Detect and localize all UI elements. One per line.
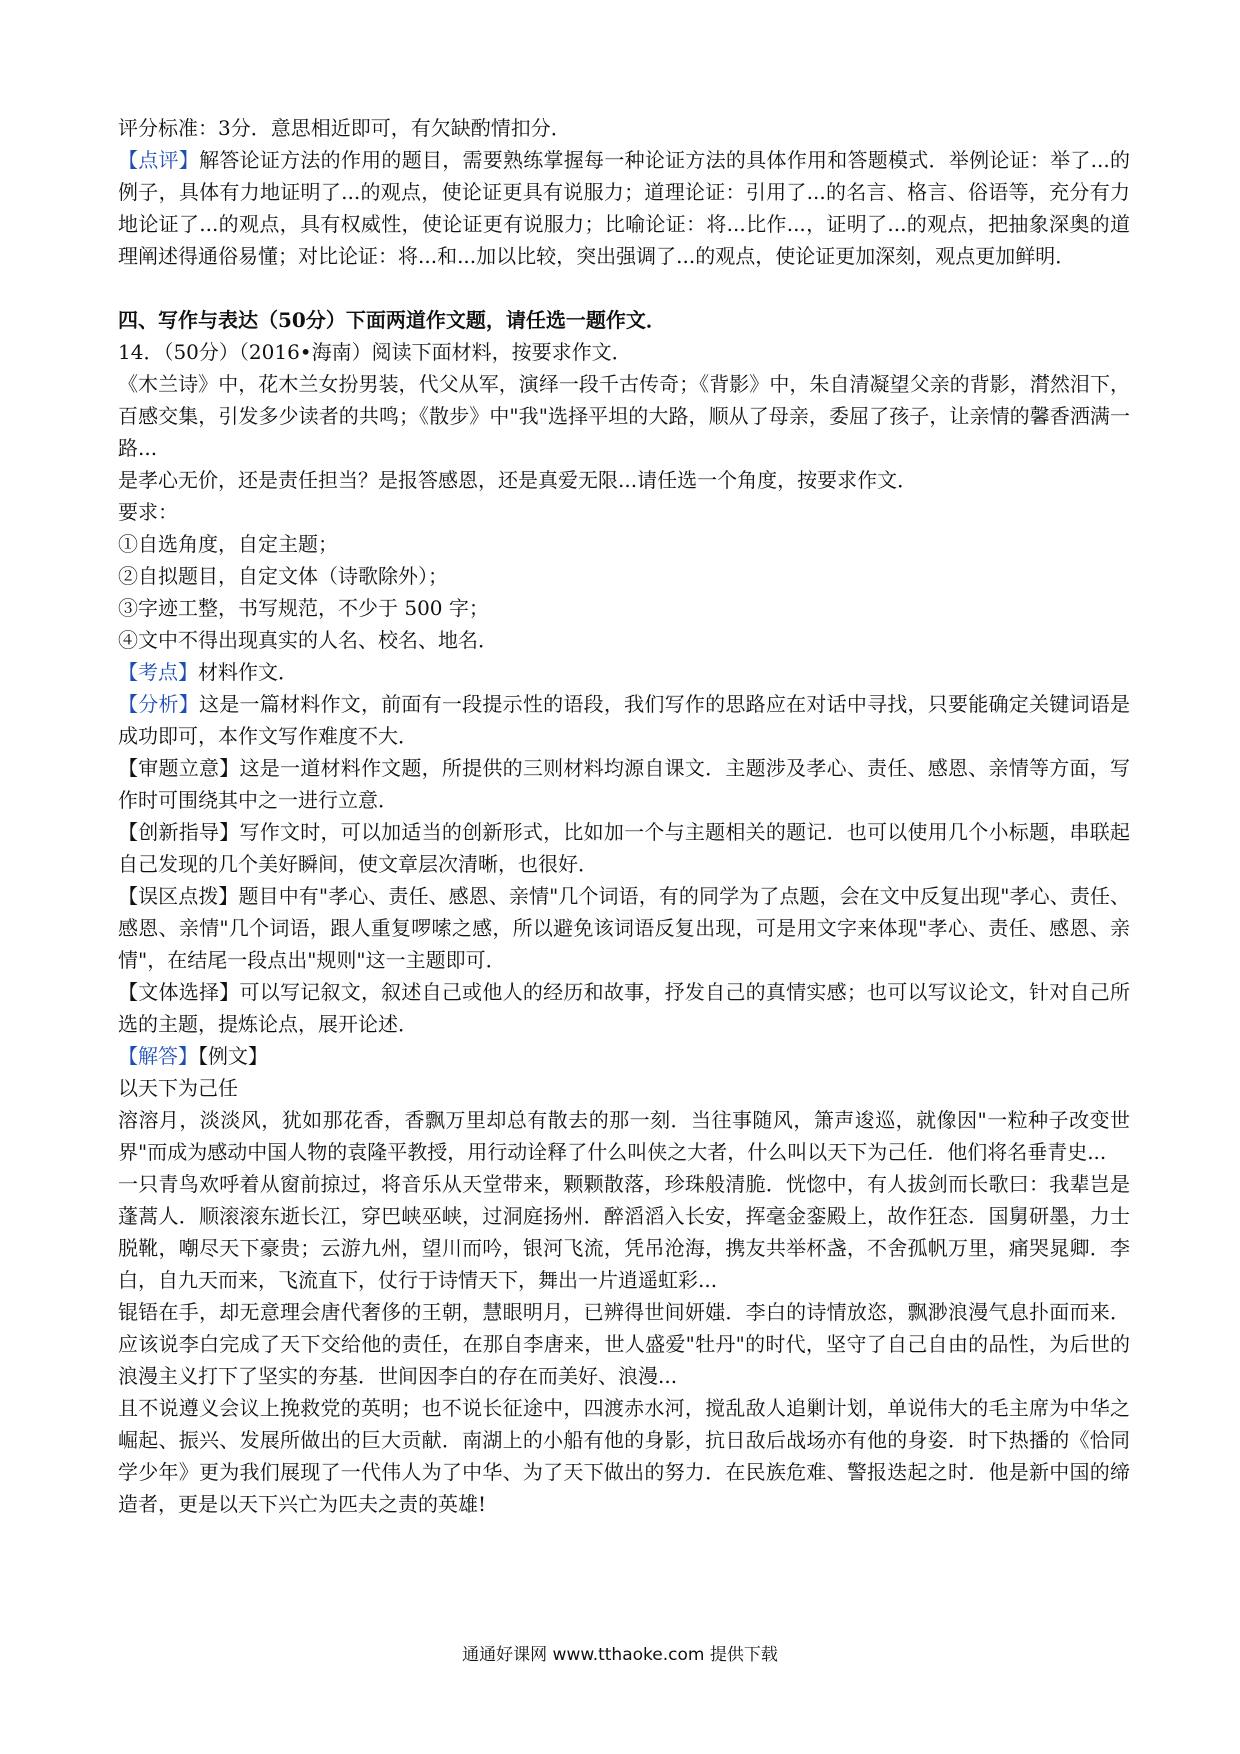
essay-paragraph: 且不说遵义会议上挽救党的英明；也不说长征途中，四渡赤水河，搅乱敌人追剿计划，单说伟大的毛主席为中华之崛起、振兴、发展所做出的巨大贡献．南湖上的小船有他的身影，抗日敌后战场亦有他的身姿．时下热播的《恰同学少年》更为我们展现了一代伟人为了中华、为了天下做出的努力．在民族危难、警报迭起之时．他是新中国的缔造者，更是以天下兴亡为匹夫之责的英雄! [118,1396,1130,1516]
essay-paragraph: 锟铻在手，却无意理会唐代奢侈的王朝，慧眼明月，已辨得世间妍媸．李白的诗情放恣，飘渺浪漫气息扑面而来．应该说李白完成了天下交给他的责任，在那自李唐来，世人盛爱"牡丹"的时代，坚守了自己自由的品性，为后世的浪漫主义打下了坚实的夯基．世间因李白的存在而美好、浪漫... [118,1300,1130,1388]
review-tag: 【点评】 [118,148,200,172]
question-material: 《木兰诗》中，花木兰女扮男装，代父从军，演绎一段千古传奇；《背影》中，朱自清凝望父亲的背影，潸然泪下，百感交集，引发多少读者的共鸣；《散步》中"我"选择平坦的大路，顺从了母亲，委屈了孩子，让亲情的馨香洒满一路... [118,372,1130,460]
review-paragraph [118,144,1130,272]
kaodian-text: 材料作文． [198,660,298,684]
answer-text: 【例文】 [198,1044,268,1068]
chuangxin-paragraph: 【创新指导】写作文时，可以加适当的创新形式，比如加一个与主题相关的题记．也可以使用几个小标题，串联起自己发现的几个美好瞬间，使文章层次清晰，也很好． [118,820,1130,876]
kaodian-paragraph [118,656,1130,688]
scoring-standard: 评分标准：3分．意思相近即可，有欠缺酌情扣分． [118,116,571,140]
requirement-item: ①自选角度，自定主题； [118,532,338,556]
review-text: 解答论证方法的作用的题目，需要熟练掌握每一种论证方法的具体作用和答题模式．举例论证：举了...的例子，具体有力地证明了...的观点，使论证更具有说服力；道理论证：引用了...的名言、格言、俗语等，充分有力地论证了...的观点，具有权威性，使论证更有说服力；比喻论证：将...比作...，证明了...的观点，把抽象深奥的道理阐述得通俗易懂；对比论证：将...和...加以比较，突出强调了...的观点，使论证更加深刻，观点更加鲜明． [118,148,1131,268]
shenti-paragraph: 【审题立意】这是一道材料作文题，所提供的三则材料均源自课文．主题涉及孝心、责任、感恩、亲情等方面，写作时可围绕其中之一进行立意． [118,756,1130,812]
document-body [118,112,1130,1520]
spacer [118,272,1130,304]
fenxi-text: 这是一篇材料作文，前面有一段提示性的语段，我们写作的思路应在对话中寻找，只要能确定关键词语是成功即可，本作文写作难度不大． [118,692,1131,748]
essay-title: 以天下为己任 [118,1076,238,1100]
wuqu-paragraph: 【误区点拨】题目中有"孝心、责任、感恩、亲情"几个词语，有的同学为了点题，会在文中反复出现"孝心、责任、感恩、亲情"几个词语，跟人重复啰嗦之感，所以避免该词语反复出现，可是用文字来体现"孝心、责任、感恩、亲情"，在结尾一段点出"规则"这一主题即可． [118,884,1130,972]
requirement-item: ③字迹工整，书写规范，不少于 500 字； [118,596,489,620]
section-heading: 四、写作与表达（50分）下面两道作文题，请任选一题作文． [118,308,666,332]
requirements-label: 要求： [118,500,178,524]
page-footer: 通通好课网 www.tthaoke.com 提供下载 [462,1645,778,1665]
answer-paragraph [118,1040,1130,1072]
kaodian-tag: 【考点】 [118,660,198,684]
answer-tag: 【解答】 [118,1044,198,1068]
question-title: 14．（50分）（2016•海南）阅读下面材料，按要求作文． [118,340,632,364]
wenti-paragraph: 【文体选择】可以写记叙文，叙述自己或他人的经历和故事，抒发自己的真情实感；也可以写议论文，针对自己所选的主题，提炼论点，展开论述． [118,980,1130,1036]
essay-paragraph: 一只青鸟欢呼着从窗前掠过，将音乐从天堂带来，颗颗散落，珍珠般清脆．恍惚中，有人拔剑而长歌曰：我辈岂是蓬蒿人．顺滚滚东逝长江，穿巴峡巫峡，过洞庭扬州．醉滔滔入长安，挥毫金銮殿上，故作狂态．国舅研墨，力士脱靴，嘲尽天下豪贵；云游九州，望川而吟，银河飞流，凭吊沧海，携友共举杯盏，不舍孤帆万里，痛哭晁卿．李白，自九天而来，飞流直下，仗行于诗情天下，舞出一片逍遥虹彩... [118,1172,1130,1292]
requirement-item: ④文中不得出现真实的人名、校名、地名． [118,628,498,652]
fenxi-tag: 【分析】 [118,692,199,716]
question-prompt: 是孝心无价，还是责任担当？是报答感恩，还是真爱无限...请任选一个角度，按要求作文． [118,468,918,492]
essay-paragraph: 溶溶月，淡淡风，犹如那花香，香飘万里却总有散去的那一刻．当往事随风，箫声逡巡，就像因"一粒种子改变世界"而成为感动中国人物的袁隆平教授，用行动诠释了什么叫侠之大者，什么叫以天下为己任．他们将名垂青史... [118,1108,1130,1164]
requirement-item: ②自拟题目，自定文体（诗歌除外）； [118,564,448,588]
fenxi-paragraph [118,688,1130,752]
